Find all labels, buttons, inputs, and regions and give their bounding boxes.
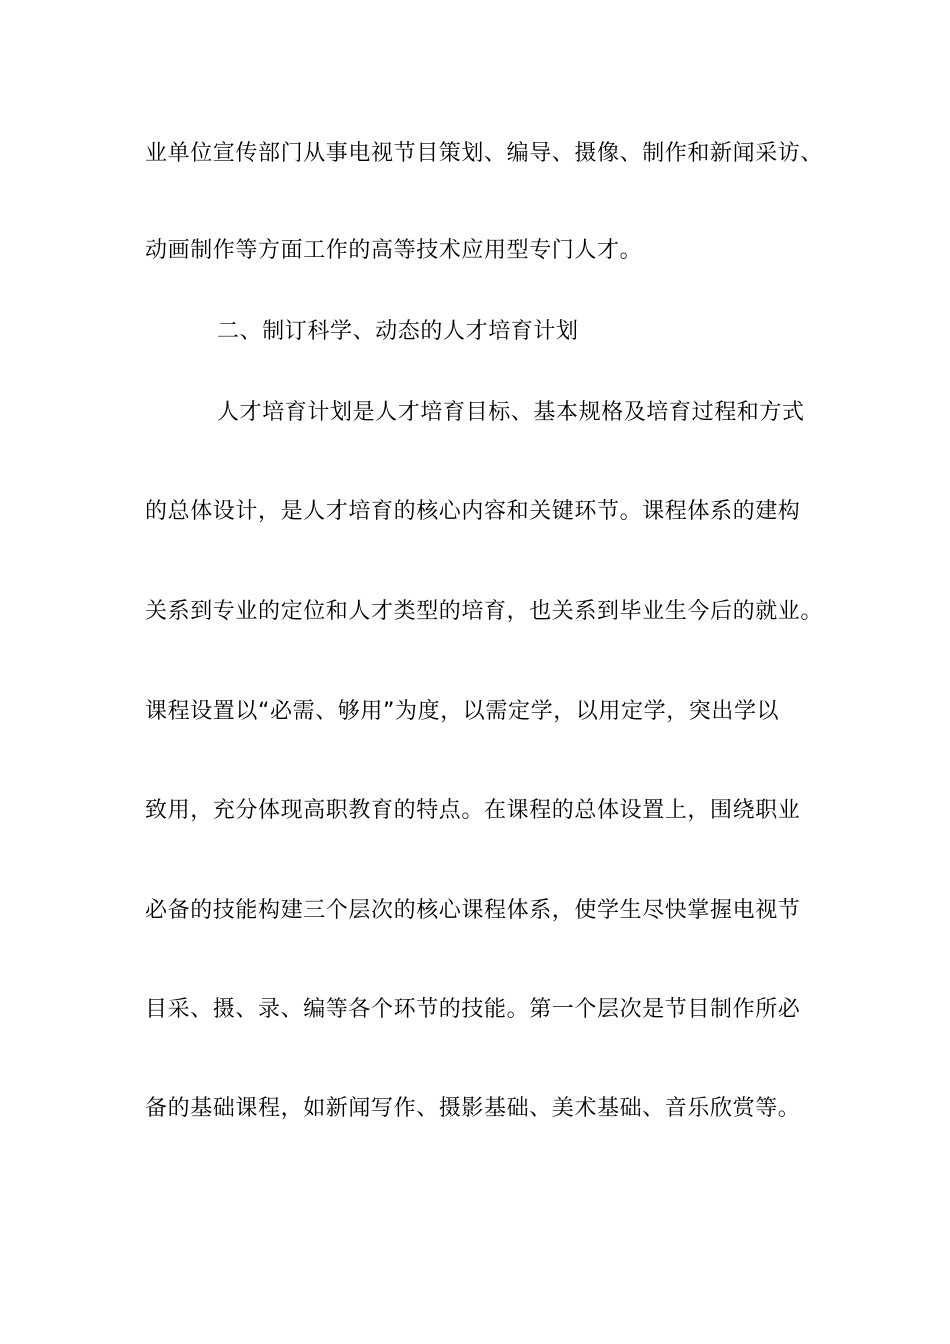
text-line: 动画制作等方面工作的高等技术应用型专门人才。 (145, 238, 643, 263)
text-line: 必备的技能构建三个层次的核心课程体系，使学生尽快掌握电视节 (145, 898, 801, 923)
text-line: 备的基础课程，如新闻写作、摄影基础、美术基础、音乐欣赏等。 (145, 1096, 801, 1121)
section-heading: 二、制订科学、动态的人才培育计划 (217, 319, 579, 344)
text-line: 课程设置以“必需、够用”为度，以需定学，以用定学，突出学以 (145, 699, 780, 724)
text-line: 致用，充分体现高职教育的特点。在课程的总体设置上，围绕职业 (145, 798, 801, 823)
paragraph-first-line: 人才培育计划是人才培育目标、基本规格及培育过程和方式 (217, 400, 805, 425)
text-line: 目采、摄、录、编等各个环节的技能。第一个层次是节目制作所必 (145, 997, 801, 1022)
text-line: 关系到专业的定位和人才类型的培育，也关系到毕业生今后的就业。 (145, 599, 824, 624)
text-line: 的总体设计，是人才培育的核心内容和关键环节。课程体系的建构 (145, 499, 801, 524)
text-line: 业单位宣传部门从事电视节目策划、编导、摄像、制作和新闻采访、 (145, 141, 824, 166)
